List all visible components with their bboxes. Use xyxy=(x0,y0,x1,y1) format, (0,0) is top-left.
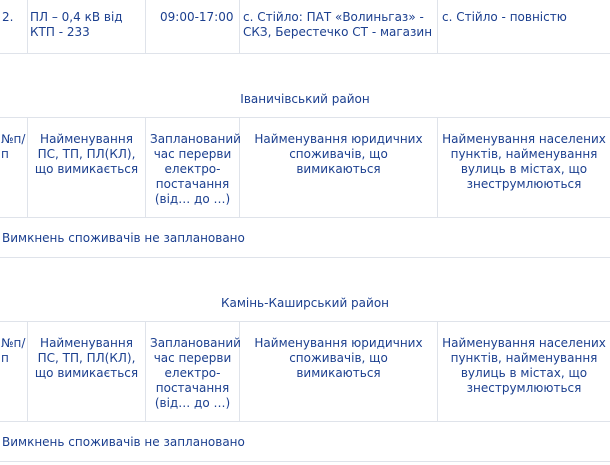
header-consumers: Найменування юридичних споживачів, що вимикаються xyxy=(254,132,423,176)
section-title-row xyxy=(0,54,610,118)
ps-name: ПЛ – 0,4 кВ від КТП - 233 xyxy=(30,10,123,39)
header-time: Запланований час перерви електро-постачання (від… до …) xyxy=(150,336,241,410)
empty-notice-row xyxy=(0,422,610,462)
header-ps: Найменування ПС, ТП, ПЛ(КЛ), що вимикається xyxy=(34,336,139,380)
header-consumers: Найменування юридичних споживачів, що вимикаються xyxy=(254,336,423,380)
ps-cell xyxy=(28,0,146,53)
section-title-row xyxy=(0,258,610,322)
district-title: Іваничівський район xyxy=(240,92,370,106)
header-ps-cell xyxy=(28,322,146,421)
header-settlements: Найменування населених пунктів, найменування вулиць в містах, що знеструмлюються xyxy=(442,132,606,191)
row-number: 2. xyxy=(2,10,14,24)
outage-time: 09:00-17:00 xyxy=(160,10,234,24)
consumers-cell xyxy=(240,0,438,53)
empty-notice-row xyxy=(0,218,610,258)
no-outages-note: Вимкнень споживачів не заплановано xyxy=(2,231,245,245)
consumers-list: с. Стійло: ПАТ «Волиньгаз» - СКЗ, Берестечко СТ - магазин xyxy=(243,10,433,39)
header-num: №п/п xyxy=(1,336,26,365)
header-consumers-cell xyxy=(240,322,438,421)
header-settlements: Найменування населених пунктів, найменування вулиць в містах, що знеструмлюються xyxy=(442,336,606,395)
header-consumers-cell xyxy=(240,118,438,217)
district-title: Камінь-Каширський район xyxy=(220,296,390,310)
settlements-cell xyxy=(438,0,610,53)
header-time: Запланований час перерви електро-постачання (від… до …) xyxy=(150,132,241,206)
header-settlements-cell xyxy=(438,322,610,421)
row-number-cell xyxy=(0,0,28,53)
no-outages-note: Вимкнень споживачів не заплановано xyxy=(2,435,245,449)
header-num-cell xyxy=(0,118,28,217)
settlements-list: с. Стійло - повністю xyxy=(442,10,567,24)
table-header-row xyxy=(0,118,610,218)
header-time-cell xyxy=(146,322,240,421)
header-ps-cell xyxy=(28,118,146,217)
header-settlements-cell xyxy=(438,118,610,217)
time-cell xyxy=(146,0,240,53)
header-num-cell xyxy=(0,322,28,421)
table-row xyxy=(0,0,610,54)
header-time-cell xyxy=(146,118,240,217)
table-header-row xyxy=(0,322,610,422)
header-num: №п/п xyxy=(1,132,26,161)
header-ps: Найменування ПС, ТП, ПЛ(КЛ), що вимикається xyxy=(34,132,139,176)
